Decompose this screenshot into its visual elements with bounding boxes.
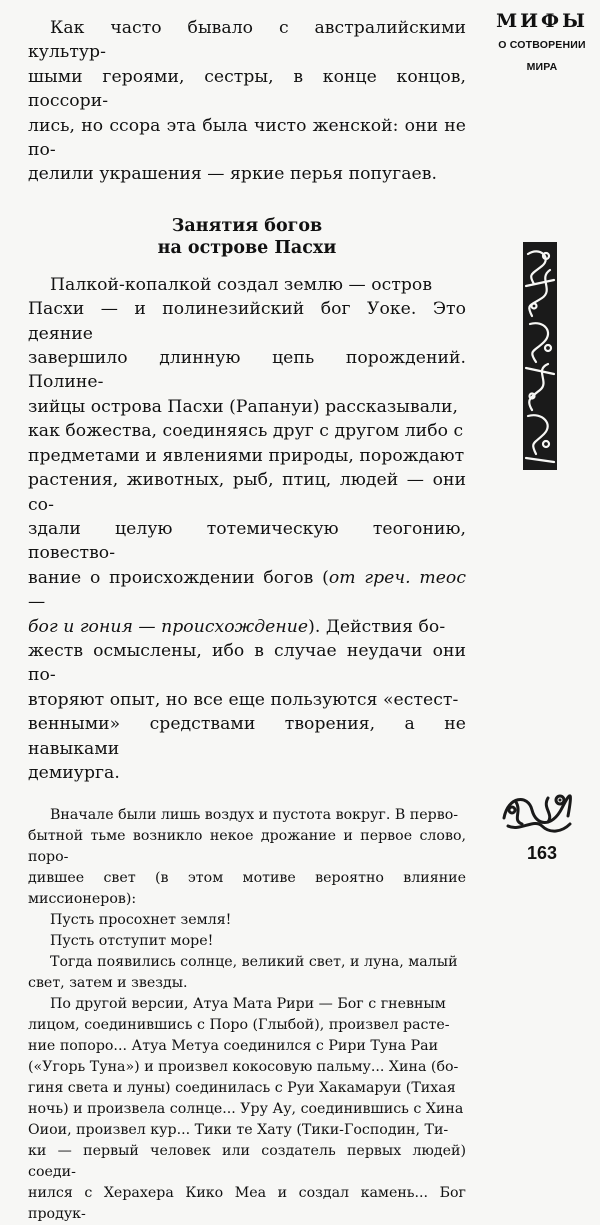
chapter-subtitle-2: МИРА — [526, 61, 558, 73]
text-line: предметами и явлениями природы, порождают — [28, 445, 465, 466]
text-line: лись, но ссора эта была чисто женской: они не по- — [28, 115, 466, 161]
text-line: Как часто бывало с австралийскими культур- — [28, 18, 466, 63]
chapter-title: МИФЫ — [496, 10, 588, 32]
text-line: завершило длинную цепь порождений. Полине- — [28, 348, 466, 393]
text-line — [28, 566, 466, 615]
text-line: как божества, соединяясь друг с другом либо с — [28, 421, 464, 442]
text-line: делили украшения — яркие перья попугаев. — [28, 164, 437, 185]
body-paragraph — [28, 273, 466, 786]
text-line: шыми героями, сестры, в конце концов, поссори- — [28, 66, 466, 112]
text-fragment: вание о происхождении богов ( — [28, 567, 329, 588]
section-title-line-2: на острове Пасхи — [157, 237, 337, 258]
running-header — [490, 8, 594, 78]
text-line: Пасхи — и полинезийский бог Уоке. Это деяние — [28, 299, 466, 344]
text-line: Пусть отступит море! — [50, 933, 214, 950]
small-text — [28, 805, 466, 1225]
text-line: Вначале были лишь воздух и пустота вокруг. В перво- — [50, 807, 459, 824]
text-line: Тогда появились солнце, великий свет, и луна, малый — [50, 954, 458, 971]
section-title — [28, 215, 466, 259]
text-line: ки — первый человек или создатель первых людей) соеди- — [28, 1143, 466, 1181]
text-line: демиурга. — [28, 762, 120, 783]
text-line: гиня света и луны) соединилась с Руи Хакамаруи (Тихая — [28, 1080, 456, 1097]
text-fragment: ). Действия бо- — [308, 616, 446, 637]
text-line: растения, животных, рыб, птиц, людей — они со- — [28, 470, 466, 515]
text-line: жеств осмыслены, ибо в случае неудачи они по- — [28, 640, 466, 686]
text-line: дившее свет (в этом мотиве вероятно влияние миссионеров): — [28, 870, 466, 908]
text-line: По другой версии, Атуа Мата Рири — Бог с гневным — [50, 996, 446, 1013]
section-title-line-1: Занятия богов — [171, 215, 323, 236]
intro-paragraph — [28, 16, 466, 187]
main-text-column — [28, 16, 466, 1225]
myth-quotation — [28, 805, 466, 1225]
text-line: зийцы острова Пасхи (Рапануи) рассказывали, — [28, 396, 459, 417]
text-line: бытной тьме возникло некое дрожание и первое слово, поро- — [28, 828, 466, 866]
italic-etymology: бог и гония — происхождение — [28, 616, 309, 637]
text-line: вторяют опыт, но все еще пользуются «естест- — [28, 689, 459, 710]
text-line — [28, 615, 466, 639]
text-line: («Угорь Туна») и произвел кокосовую пальму... Хина (бо- — [28, 1059, 459, 1076]
text-line: нился с Херахера Кико Меа и создал камень... Бог продук- — [28, 1185, 466, 1223]
text-line: здали целую тотемическую теогонию, повество- — [28, 518, 466, 564]
knotwork-ornament-icon — [498, 788, 576, 834]
text-line: ночь) и произвела солнце... Уру Ау, соединившись с Хина — [28, 1101, 464, 1118]
italic-etymology: от греч. теос — — [28, 567, 466, 613]
carved-staff-illustration — [520, 240, 560, 472]
text-line: Пусть просохнет земля! — [50, 912, 232, 929]
chapter-subtitle-1: О СОТВОРЕНИИ — [498, 39, 586, 51]
text-line: Палкой-копалкой создал землю — остров — [50, 274, 433, 295]
page-number: 163 — [526, 843, 558, 863]
text-line: ние попоро... Атуа Метуа соединился с Рири Туна Раи — [28, 1038, 439, 1055]
text-line: лицом, соединившись с Поро (Глыбой), произвел расте- — [28, 1017, 450, 1034]
text-line: венными» средствами творения, а не навыками — [28, 714, 466, 759]
text-line: Оиои, произвел кур... Тики те Хату (Тики-Господин, Ти- — [28, 1122, 449, 1139]
text-line: свет, затем и звезды. — [28, 975, 188, 992]
